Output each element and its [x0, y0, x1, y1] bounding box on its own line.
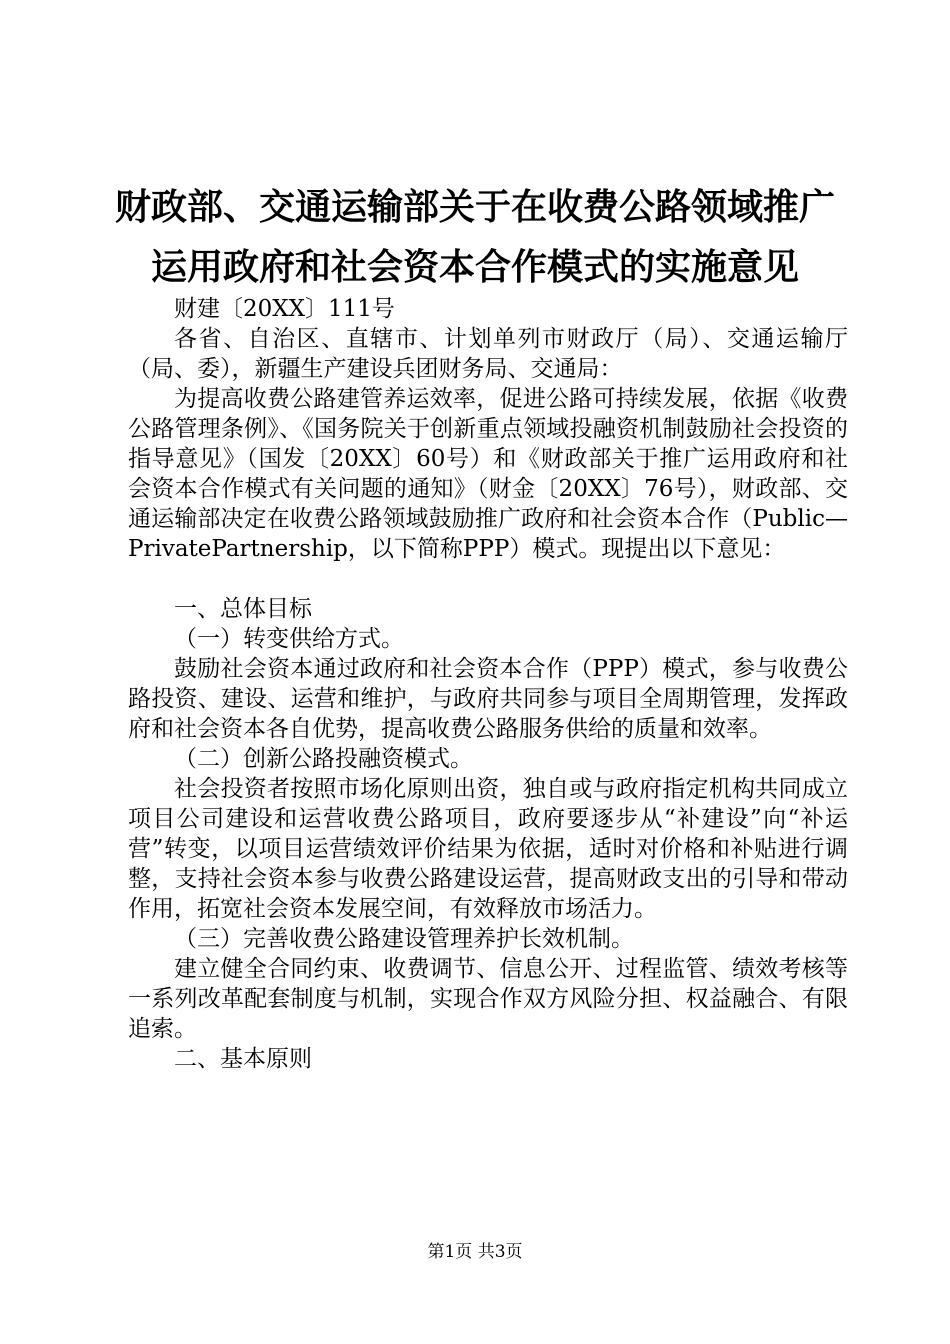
subsection-3-heading: （三）完善收费公路建设管理养护长效机制。: [174, 926, 634, 952]
document-title-line-1: 财政部、交通运输部关于在收费公路领域推广: [114, 187, 835, 228]
recipients-paragraph: 各省、自治区、直辖市、计划单列市财政厅（局）、交通运输厅（局、委），新疆生产建设兵团财务局、交通局：: [128, 326, 848, 382]
section-2-heading: 二、基本原则: [174, 1046, 312, 1072]
subsection-1-body: 鼓励社会资本通过政府和社会资本合作（PPP）模式，参与收费公路投资、建设、运营和维护，与政府共同参与项目全周期管理，发挥政府和社会资本各自优势，提高收费公路服务供给的质量和效率。: [128, 656, 848, 742]
doc-number: 财建〔20XX〕111号: [174, 296, 395, 322]
document-body: [128, 294, 848, 1074]
subsection-2-body: 社会投资者按照市场化原则出资，独自或与政府指定机构共同成立项目公司建设和运营收费公路项目，政府要逐步从“补建设”向“补运营”转变，以项目运营绩效评价结果为依据，适时对价格和补贴进行调整，支持社会资本参与收费公路建设运营，提高财政支出的引导和带动作用，拓宽社会资本发展空间，有效释放市场活力。: [128, 776, 848, 922]
paragraph-gap: [128, 564, 848, 594]
subsection-1-heading: （一）转变供给方式。: [174, 626, 404, 652]
subsection-2-heading: （二）创新公路投融资模式。: [174, 746, 473, 772]
document-title-line-2: 运用政府和社会资本合作模式的实施意见: [150, 247, 799, 288]
subsection-3-body: 建立健全合同约束、收费调节、信息公开、过程监管、绩效考核等一系列改革配套制度与机制，实现合作双方风险分担、权益融合、有限追索。: [128, 956, 848, 1042]
intro-paragraph: 为提高收费公路建管养运效率，促进公路可持续发展，依据《收费公路管理条例》、《国务院关于创新重点领域投融资机制鼓励社会投资的指导意见》（国发〔20XX〕60号）和《财政部关于推广运用政府和社会资本合作模式有关问题的通知》（财金〔20XX〕76号），财政部、交通运输部决定在收费公路领域鼓励推广政府和社会资本合作（Public—PrivatePartnership，以下简称PPP）模式。现提出以下意见：: [128, 386, 848, 562]
page-footer: 第1页 共3页: [427, 1242, 523, 1262]
section-1-heading: 一、总体目标: [174, 596, 312, 622]
